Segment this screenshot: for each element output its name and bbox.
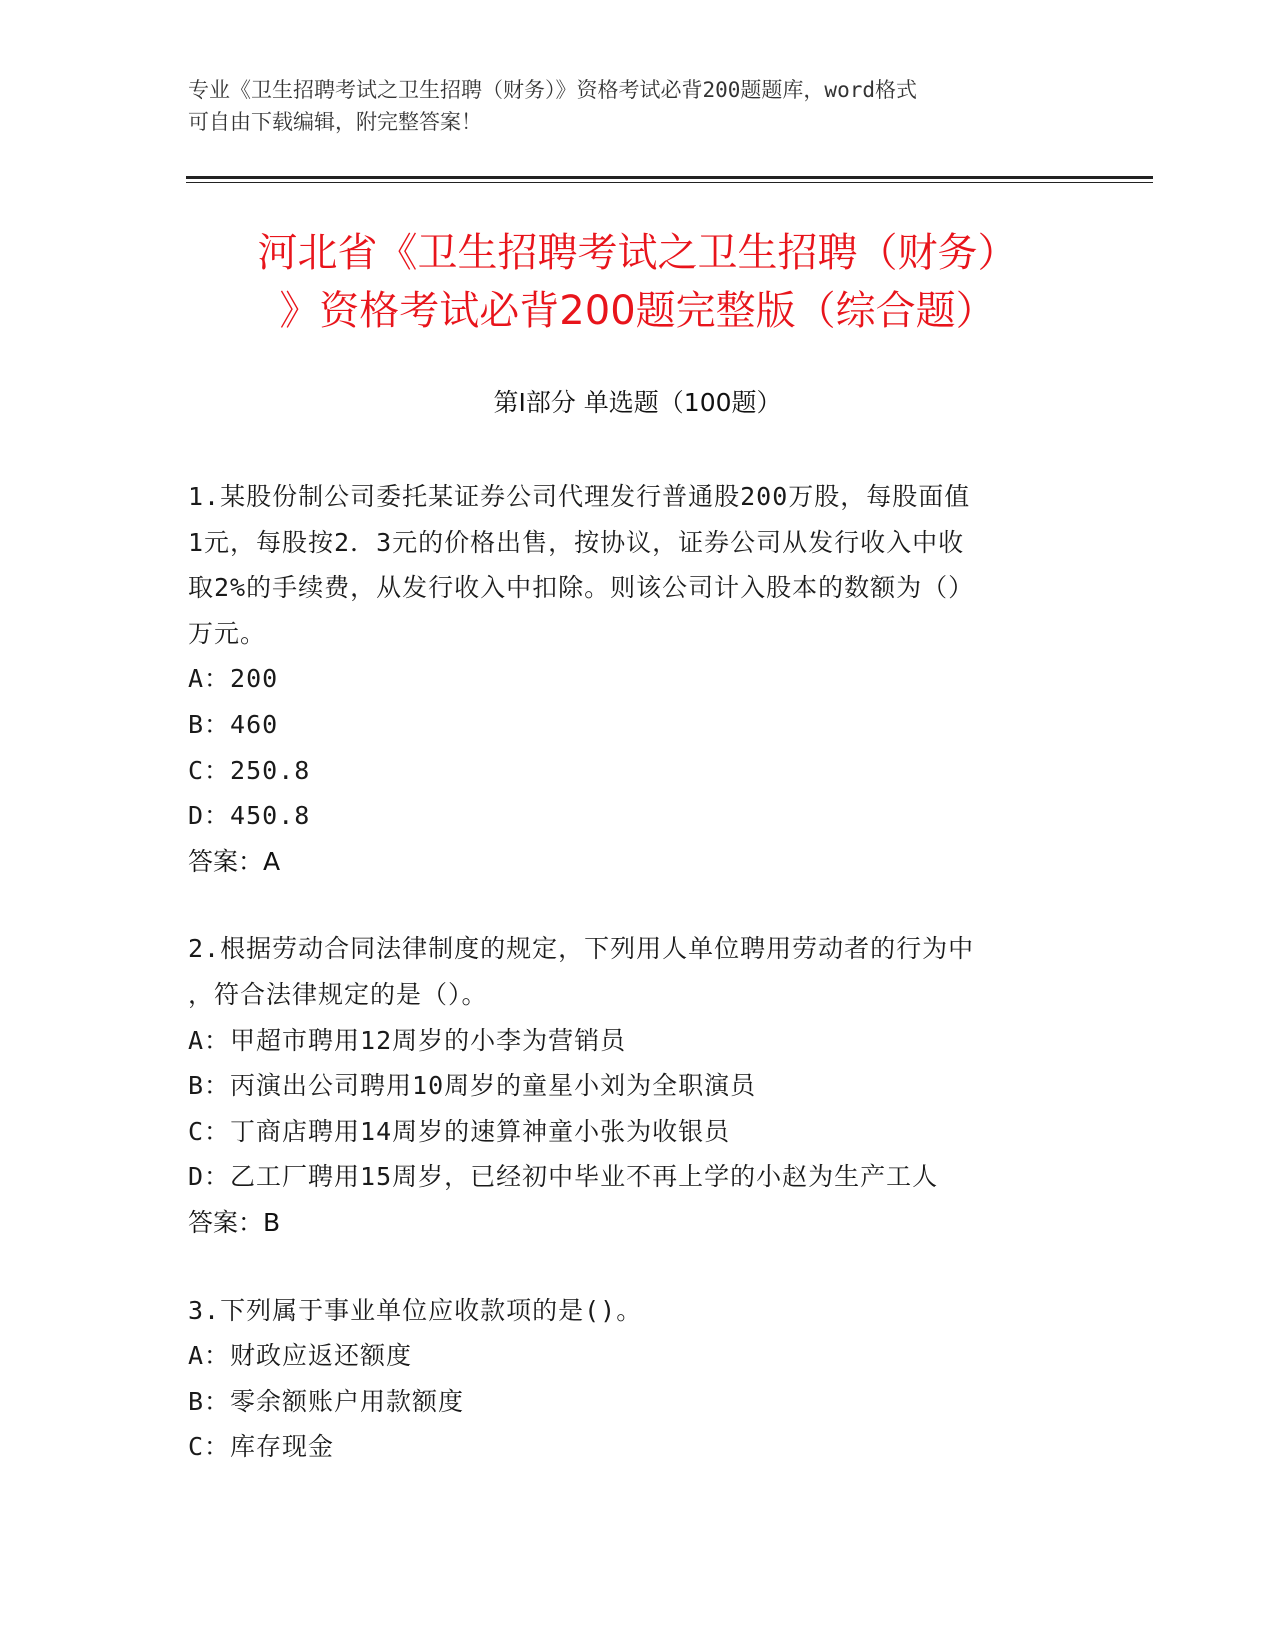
question-stem-line: 取2%的手续费，从发行收入中扣除。则该公司计入股本的数额为（） [188, 573, 975, 603]
option-a: A：200 [188, 664, 279, 694]
option-b: B：丙演出公司聘用10周岁的童星小刘为全职演员 [188, 1071, 757, 1101]
question-3 [188, 1288, 1088, 1470]
option-a: A：甲超市聘用12周岁的小李为营销员 [188, 1025, 627, 1055]
section-heading: 第Ⅰ部分 单选题（100题） [493, 388, 782, 417]
document-title [150, 224, 1125, 340]
document-title-line: 河北省《卫生招聘考试之卫生招聘（财务） [257, 230, 1018, 276]
header-divider-thin [186, 182, 1153, 183]
header-note-line: 可自由下载编辑，附完整答案！ [188, 110, 482, 134]
option-a: A：财政应返还额度 [188, 1341, 413, 1371]
option-c: C：250.8 [188, 755, 311, 785]
header-note-line: 专业《卫生招聘考试之卫生招聘（财务）》资格考试必背200题题库，word格式 [188, 78, 917, 102]
question-list [188, 474, 1088, 1470]
header-note [188, 74, 1088, 138]
question-spacer [188, 1246, 1088, 1288]
question-1 [188, 474, 1088, 884]
option-d: D：450.8 [188, 801, 311, 831]
question-spacer [188, 884, 1088, 926]
question-stem-line: ，符合法律规定的是（）。 [188, 979, 488, 1009]
question-stem-line: 万元。 [188, 618, 267, 648]
option-d: D：乙工厂聘用15周岁，已经初中毕业不再上学的小赵为生产工人 [188, 1162, 939, 1192]
question-stem-line: 3.下列属于事业单位应收款项的是()。 [188, 1295, 643, 1325]
question-stem-line: 1元，每股按2．3元的价格出售，按协议，证券公司从发行收入中收 [188, 527, 965, 557]
document-title-line: 》资格考试必背200题完整版（综合题） [279, 288, 996, 334]
answer-line: 答案：B [188, 1207, 281, 1237]
option-b: B：零余额账户用款额度 [188, 1386, 465, 1416]
answer-line: 答案：A [188, 846, 281, 876]
question-2 [188, 926, 1088, 1245]
option-c: C：库存现金 [188, 1432, 335, 1462]
header-divider-thick [186, 176, 1153, 179]
question-stem-line: 2.根据劳动合同法律制度的规定，下列用人单位聘用劳动者的行为中 [188, 934, 975, 964]
option-c: C：丁商店聘用14周岁的速算神童小张为收银员 [188, 1116, 731, 1146]
question-stem-line: 1.某股份制公司委托某证券公司代理发行普通股200万股，每股面值 [188, 482, 971, 511]
option-b: B：460 [188, 709, 279, 739]
